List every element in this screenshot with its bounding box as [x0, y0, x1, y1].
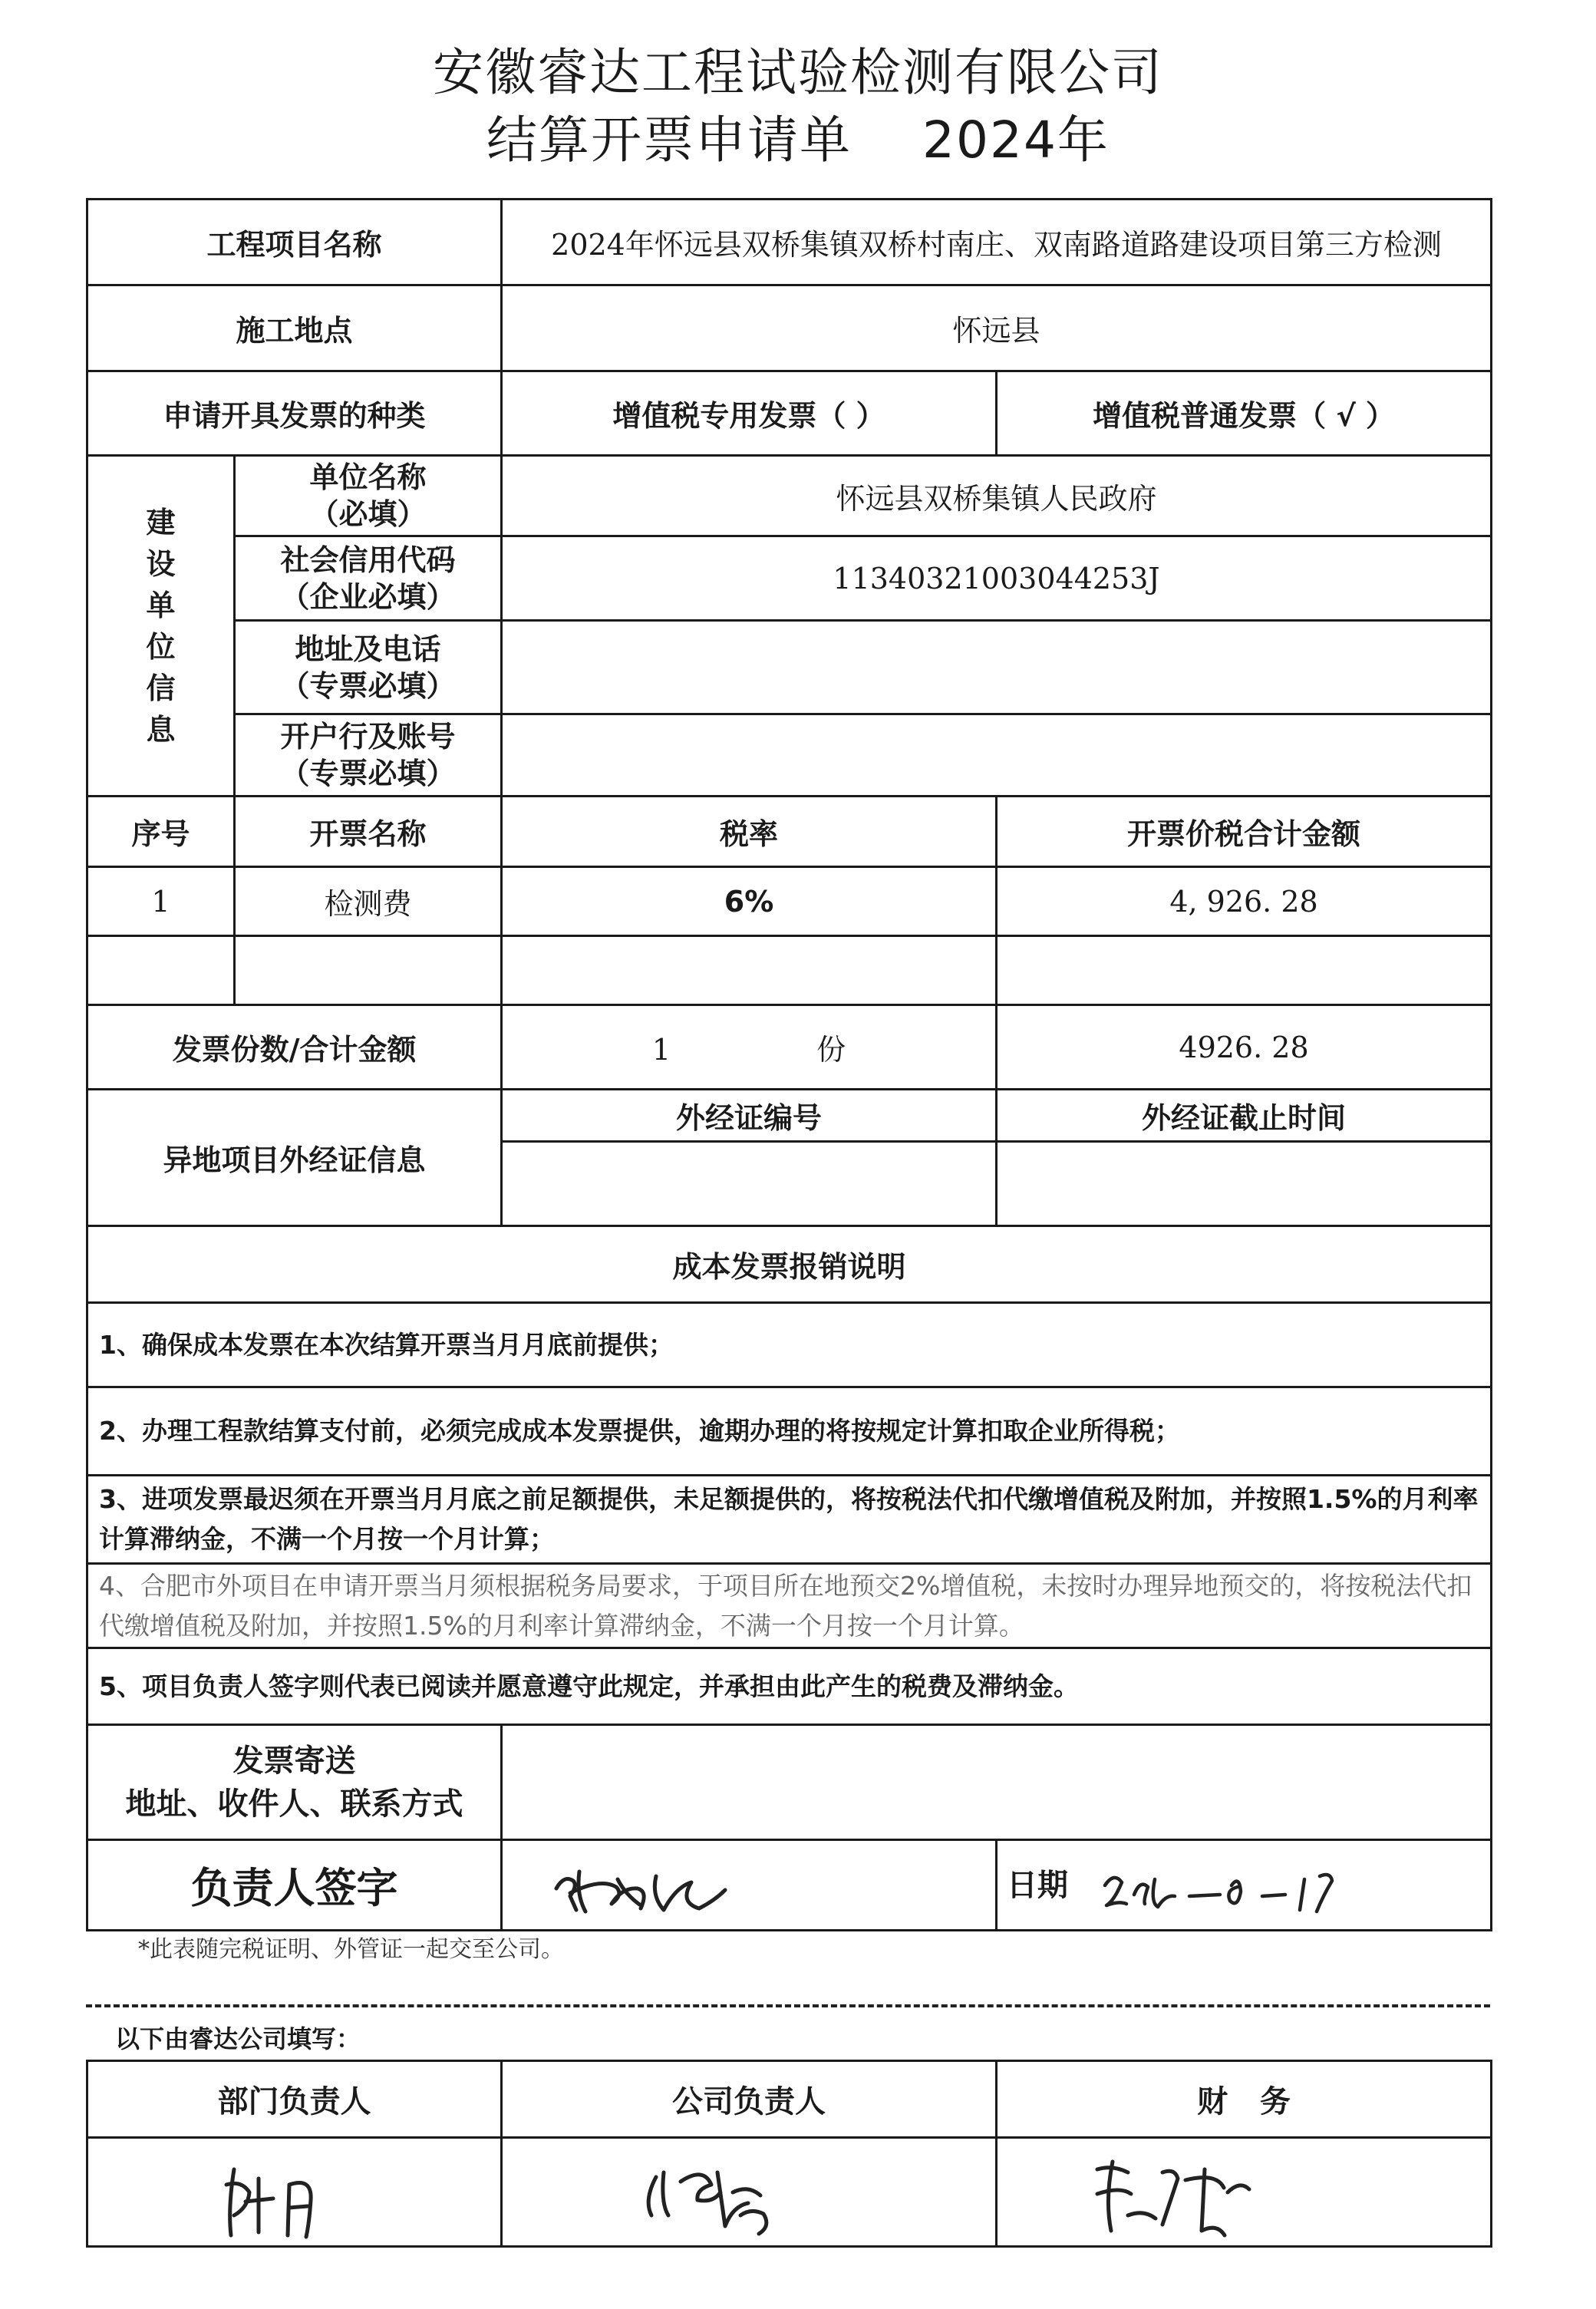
date-label: 日期 [1007, 1868, 1069, 1903]
invoice-type-label: 申请开具发票的种类 [87, 371, 502, 456]
col-header-tax-rate: 税率 [502, 797, 997, 867]
company-head-signature-field[interactable] [502, 2138, 997, 2247]
finance-label: 财 务 [997, 2061, 1492, 2138]
outside-cert-label: 异地项目外经证信息 [87, 1090, 502, 1226]
responsible-signature-icon [503, 1841, 997, 1931]
form-title: 结算开票申请单 2024年 [486, 111, 1110, 170]
footnote: *此表随完税证明、外管证一起交至公司。 [138, 1936, 564, 1963]
totals-label: 发票份数/合计金额 [87, 1005, 502, 1090]
row-no[interactable]: 1 [87, 867, 235, 936]
invoice-count-value: 1 [651, 1033, 671, 1067]
row-no[interactable] [87, 936, 235, 1005]
col-header-invoice-name: 开票名称 [235, 797, 502, 867]
company-head-signature-icon [503, 2139, 997, 2247]
col-header-no: 序号 [87, 797, 235, 867]
notes-title: 成本发票报销说明 [87, 1226, 1492, 1303]
cert-no-value[interactable] [502, 1142, 997, 1226]
project-name-value[interactable]: 2024年怀远县双桥集镇双桥村南庄、双南路道路建设项目第三方检测 [502, 200, 1492, 285]
total-amount[interactable]: 4926. 28 [997, 1005, 1492, 1090]
row-amount[interactable] [997, 936, 1492, 1005]
responsible-signature-field[interactable] [502, 1840, 997, 1931]
address-phone-value[interactable] [502, 621, 1492, 714]
date-field[interactable] [997, 1840, 1492, 1931]
row-tax-rate[interactable] [502, 936, 997, 1005]
row-invoice-name[interactable] [235, 936, 502, 1005]
col-header-amount: 开票价税合计金额 [997, 797, 1492, 867]
vat-general-invoice-option[interactable]: 增值税普通发票（ √ ） [997, 371, 1492, 456]
address-phone-label: 地址及电话 （专票必填） [235, 621, 502, 714]
table-row [87, 936, 1492, 1005]
cert-deadline-value[interactable] [997, 1142, 1492, 1226]
internal-fill-label: 以下由睿达公司填写： [115, 2024, 361, 2053]
note-2: 2、办理工程款结算支付前，必须完成成本发票提供，逾期办理的将按规定计算扣取企业所得税； [87, 1387, 1492, 1476]
builder-info-group-label: 建 设 单 位 信 息 [87, 456, 235, 797]
credit-code-value[interactable]: 11340321003044253J [502, 536, 1492, 621]
responsible-signature-label: 负责人签字 [87, 1840, 502, 1931]
handwritten-date-icon [998, 1841, 1492, 1931]
internal-approval-table [86, 2060, 1492, 2248]
cert-no-label: 外经证编号 [502, 1090, 997, 1142]
cert-deadline-label: 外经证截止时间 [997, 1090, 1492, 1142]
invoice-count[interactable] [502, 1005, 997, 1090]
dept-head-signature-icon [88, 2139, 502, 2247]
note-4: 4、合肥市外项目在申请开票当月须根据税务局要求，于项目所在地预交2%增值税，未按时办理异地预交的，将按税法代扣代缴增值税及附加，并按照1.5%的月利率计算滞纳金，不满一个月按一个月计算。 [87, 1564, 1492, 1648]
note-5: 5、项目负责人签字则代表已阅读并愿意遵守此规定，并承担由此产生的税费及滞纳金。 [87, 1648, 1492, 1725]
credit-code-label: 社会信用代码 （企业必填） [235, 536, 502, 621]
unit-name-label: 单位名称 （必填） [235, 456, 502, 536]
project-name-label: 工程项目名称 [87, 200, 502, 285]
site-label: 施工地点 [87, 285, 502, 371]
mailing-value[interactable] [502, 1725, 1492, 1840]
row-tax-rate[interactable]: 6% [502, 867, 997, 936]
bank-account-value[interactable] [502, 714, 1492, 797]
row-amount[interactable]: 4, 926. 28 [997, 867, 1492, 936]
vat-special-invoice-option[interactable]: 增值税专用发票（ ） [502, 371, 997, 456]
unit-name-value[interactable]: 怀远县双桥集镇人民政府 [502, 456, 1492, 536]
finance-signature-field[interactable] [997, 2138, 1492, 2247]
invoice-count-unit: 份 [816, 1033, 846, 1067]
table-row [87, 867, 1492, 936]
row-invoice-name[interactable]: 检测费 [235, 867, 502, 936]
cut-line-divider [86, 2004, 1490, 2007]
dept-head-signature-field[interactable] [87, 2138, 502, 2247]
company-title: 安徽睿达工程试验检测有限公司 [433, 43, 1163, 102]
note-3: 3、进项发票最迟须在开票当月月底之前足额提供，未足额提供的，将按税法代扣代缴增值税及附加，并按照1.5%的月利率计算滞纳金，不满一个月按一个月计算； [87, 1476, 1492, 1564]
application-form-table [86, 198, 1492, 1931]
note-1: 1、确保成本发票在本次结算开票当月月底前提供； [87, 1303, 1492, 1387]
mailing-label: 发票寄送 地址、收件人、联系方式 [87, 1725, 502, 1840]
site-value[interactable]: 怀远县 [502, 285, 1492, 371]
finance-signature-icon [998, 2139, 1492, 2247]
company-head-label: 公司负责人 [502, 2061, 997, 2138]
bank-account-label: 开户行及账号 （专票必填） [235, 714, 502, 797]
dept-head-label: 部门负责人 [87, 2061, 502, 2138]
